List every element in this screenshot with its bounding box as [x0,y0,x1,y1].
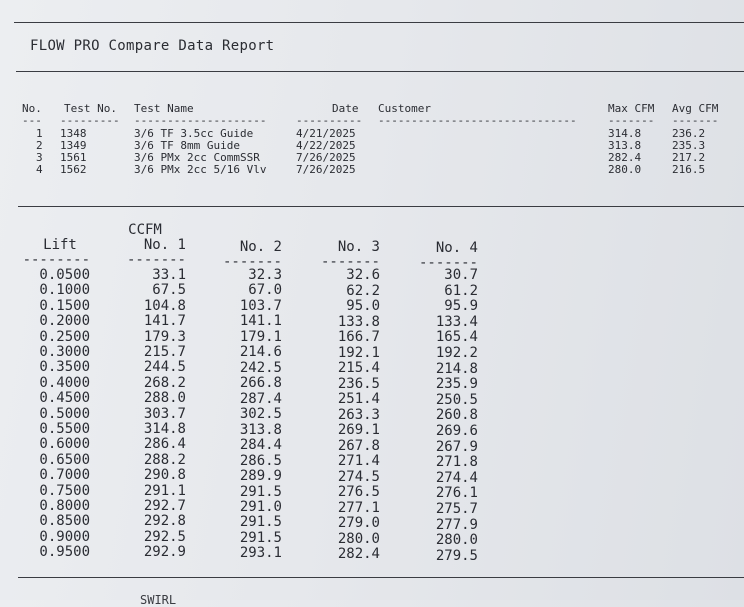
report-title: FLOW PRO Compare Data Report [30,38,275,54]
cfm-cell-lift: 0.4500 [39,390,90,407]
cfm-cell-c3: 215.4 [337,360,380,376]
cfm-cell-lift: 0.8000 [39,498,90,514]
cfm-cell-c4: 271.8 [435,454,478,471]
cfm-cell-c3: 280.0 [337,530,380,547]
cfm-cell-c4: 269.6 [435,423,478,439]
summary-underline-max-cfm: ------- [608,114,655,127]
cfm-cell-c1: 215.7 [143,344,186,360]
summary-underline-test-name: -------------------- [134,114,267,127]
cfm-cell-lift: 0.9500 [39,544,90,561]
summary-row-test-name: 3/6 PMx 2cc CommSSR [134,151,260,164]
cfm-header-c2: No. 2 [239,239,282,255]
top-rule [14,22,744,23]
cfm-cell-c3: 166.7 [337,329,380,345]
cfm-header-c3: No. 3 [337,239,380,255]
cfm-cell-c1: 288.0 [143,390,186,407]
cfm-cell-c1: 179.3 [143,328,186,345]
cfm-cell-c2: 291.5 [239,483,282,500]
cfm-cell-c2: 242.5 [239,359,282,376]
cfm-cell-lift: 0.7500 [39,482,90,499]
cfm-cell-c1: 314.8 [143,421,186,437]
cfm-cell-c2: 289.9 [239,468,282,485]
summary-rule [18,206,744,207]
cfm-cell-lift: 0.5000 [39,405,90,422]
summary-row-max-cfm: 282.4 [608,151,642,164]
cfm-cell-c4: 250.5 [435,391,478,408]
cfm-cell-c3: 271.4 [337,453,380,469]
summary-header-max-cfm: Max CFM [608,102,655,115]
summary-row-avg-cfm: 217.2 [672,151,706,164]
cfm-cell-c4: 267.9 [435,438,478,455]
summary-row-max-cfm: 314.8 [608,127,642,140]
cfm-header-lift: Lift [43,237,77,253]
cfm-cell-c1: 292.9 [143,544,186,561]
cfm-cell-lift: 0.9000 [39,528,90,545]
cfm-header-c1: No. 1 [143,237,186,253]
cfm-cell-lift: 0.4000 [39,374,90,391]
summary-row-avg-cfm: 235.3 [672,139,706,152]
cfm-cell-c3: 277.1 [337,499,380,516]
cfm-cell-c1: 33.1 [152,267,186,283]
cfm-cell-c4: 277.9 [435,516,478,533]
cfm-underline-lift: -------- [22,252,90,268]
summary-header-test-no: Test No. [64,102,117,115]
summary-row-date: 4/22/2025 [296,139,356,152]
summary-row-max-cfm: 280.0 [608,163,642,176]
cfm-cell-c2: 293.1 [239,545,282,562]
cfm-cell-lift: 0.7000 [39,467,90,484]
cfm-cell-c4: 276.1 [435,485,478,502]
cfm-cell-lift: 0.1000 [39,282,90,299]
cfm-cell-c2: 313.8 [239,421,282,438]
cfm-cell-c2: 302.5 [239,406,282,423]
cfm-cell-c3: 133.8 [337,313,380,330]
cfm-cell-lift: 0.3000 [39,344,90,360]
summary-row-test-name: 3/6 TF 3.5cc Guide [134,127,254,140]
cfm-cell-c3: 32.6 [346,267,380,283]
cfm-cell-c2: 291.5 [239,514,282,531]
cfm-cell-lift: 0.2000 [39,313,90,330]
summary-row-test-no: 1348 [60,127,87,140]
cfm-cell-c4: 30.7 [444,267,478,283]
cfm-cell-c2: 141.1 [239,313,282,330]
cfm-cell-c2: 266.8 [239,375,282,392]
summary-row-test-no: 1562 [60,163,87,176]
cfm-header-c4: No. 4 [435,240,478,256]
cfm-cell-lift: 0.0500 [39,267,90,283]
summary-header-test-name: Test Name [134,102,194,115]
cfm-cell-c2: 67.0 [248,282,282,299]
cfm-cell-lift: 0.5500 [39,421,90,437]
cfm-cell-c4: 274.4 [435,469,478,486]
cfm-cell-c1: 286.4 [143,436,186,453]
cfm-cell-c1: 268.2 [143,374,186,391]
cfm-cell-c1: 288.2 [143,451,186,468]
cfm-cell-c2: 291.5 [239,529,282,546]
cfm-cell-c1: 291.1 [143,482,186,499]
cfm-cell-c4: 279.5 [435,547,478,564]
cfm-cell-c1: 292.5 [143,528,186,545]
cfm-cell-c3: 279.0 [337,515,380,531]
summary-row-no: 2 [36,139,43,152]
cfm-cell-c4: 165.4 [435,329,478,346]
summary-row-date: 4/21/2025 [296,127,356,140]
summary-row-max-cfm: 313.8 [608,139,642,152]
cfm-cell-c1: 292.8 [143,513,186,530]
summary-row-avg-cfm: 236.2 [672,127,706,140]
cfm-cell-c1: 292.7 [143,498,186,514]
summary-header-no: No. [22,102,42,115]
summary-underline-avg-cfm: ------- [672,114,719,127]
cfm-cell-c4: 280.0 [435,532,478,549]
cfm-cell-c4: 235.9 [435,376,478,393]
summary-row-no: 1 [36,127,43,140]
summary-header-avg-cfm: Avg CFM [672,102,719,115]
title-rule [16,71,744,72]
cfm-underline-c3: ------- [320,254,380,270]
summary-underline-date: ---------- [296,114,363,127]
summary-row-avg-cfm: 216.5 [672,163,706,176]
cfm-cell-lift: 0.8500 [39,513,90,530]
cfm-underline-c4: ------- [418,255,478,271]
cfm-cell-c4: 95.9 [444,298,478,315]
cfm-cell-c3: 263.3 [337,406,380,423]
cfm-cell-c1: 141.7 [143,313,186,330]
cfm-cell-c3: 274.5 [337,468,380,485]
cfm-cell-c3: 267.8 [337,437,380,454]
cfm-cell-c2: 284.4 [239,437,282,454]
cfm-cell-c4: 192.2 [435,345,478,361]
cfm-cell-lift: 0.3500 [39,359,90,376]
cfm-cell-c1: 67.5 [152,282,186,299]
cfm-cell-c3: 276.5 [337,484,380,500]
cfm-cell-c3: 251.4 [337,391,380,407]
summary-underline-test-no: --------- [60,114,120,127]
cfm-cell-c3: 282.4 [337,546,380,562]
summary-underline-customer: ------------------------------ [378,114,577,127]
summary-row-date: 7/26/2025 [296,163,356,176]
summary-header-date: Date [332,102,359,115]
cfm-cell-c3: 192.1 [337,344,380,361]
cfm-cell-c3: 95.0 [346,298,380,314]
cfm-cell-c2: 179.1 [239,328,282,345]
cfm-cell-c3: 269.1 [337,422,380,438]
footer-partial-label: SWIRL [140,593,177,607]
cfm-cell-c4: 260.8 [435,407,478,424]
cfm-cell-c1: 303.7 [143,405,186,422]
cfm-cell-c2: 291.0 [239,499,282,515]
cfm-cell-c2: 287.4 [239,390,282,407]
cfm-underline-c2: ------- [222,254,282,270]
summary-row-test-no: 1561 [60,151,87,164]
bottom-rule [18,577,744,578]
cfm-underline-c1: ------- [126,252,186,268]
summary-row-no: 3 [36,151,43,164]
cfm-cell-c4: 61.2 [444,282,478,299]
summary-row-no: 4 [36,163,43,176]
summary-row-date: 7/26/2025 [296,151,356,164]
cfm-cell-lift: 0.2500 [39,328,90,345]
cfm-cell-lift: 0.6000 [39,436,90,453]
cfm-cell-c2: 103.7 [239,297,282,314]
cfm-cell-c3: 236.5 [337,375,380,392]
summary-row-test-name: 3/6 PMx 2cc 5/16 Vlv [134,163,267,176]
summary-row-test-no: 1349 [60,139,87,152]
cfm-cell-lift: 0.1500 [39,297,90,314]
cfm-group-label: CCFM [128,222,162,238]
cfm-cell-c2: 32.3 [248,267,282,283]
cfm-cell-c4: 275.7 [435,501,478,517]
cfm-cell-c2: 214.6 [239,344,282,361]
summary-row-test-name: 3/6 TF 8mm Guide [134,139,240,152]
summary-underline-no: --- [22,114,42,127]
cfm-cell-lift: 0.6500 [39,451,90,468]
cfm-cell-c3: 62.2 [346,282,380,299]
cfm-cell-c1: 244.5 [143,359,186,376]
cfm-cell-c4: 214.8 [435,360,478,377]
cfm-cell-c2: 286.5 [239,452,282,469]
cfm-cell-c4: 133.4 [435,313,478,330]
cfm-cell-c1: 104.8 [143,297,186,314]
cfm-cell-c1: 290.8 [143,467,186,484]
summary-header-customer: Customer [378,102,431,115]
